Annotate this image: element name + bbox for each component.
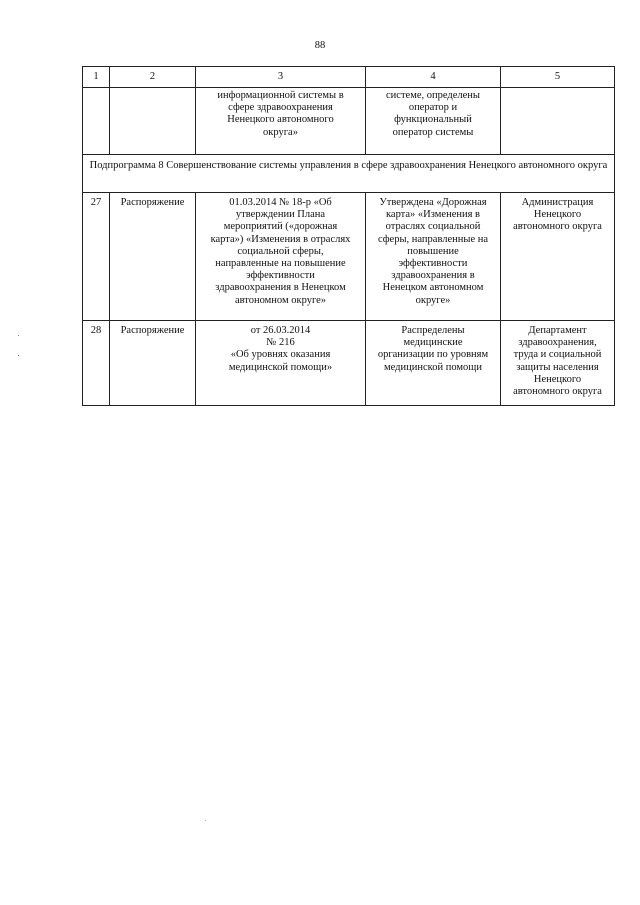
subprogram-row: [83, 155, 615, 193]
executor-cell: [501, 88, 615, 155]
row-number-cell: 28: [83, 321, 110, 406]
column-number-cell: 1: [83, 67, 110, 88]
page-number: 88: [314, 40, 326, 51]
margin-mark: [18, 335, 19, 336]
column-number-cell: 2: [110, 67, 196, 88]
document-table: [82, 66, 615, 406]
row-number-cell: 27: [83, 193, 110, 321]
continuation-row: [83, 88, 615, 155]
document-title-cell: информационной системы в сфере здравоохранения Ненецкого автономного округа»: [196, 88, 366, 155]
document-type-cell: Распоряжение: [110, 193, 196, 321]
row-number-cell: [83, 88, 110, 155]
executor-cell: Департамент здравоохранения, труда и социальной защиты населения Ненецкого автономного округа: [501, 321, 615, 406]
document-title-cell: от 26.03.2014 № 216 «Об уровнях оказания медицинской помощи»: [196, 321, 366, 406]
document-type-cell: Распоряжение: [110, 321, 196, 406]
scan-speck: [205, 820, 206, 821]
subprogram-title: Подпрограмма 8 Совершенствование системы управления в сфере здравоохранения Ненецкого автономного округа: [83, 155, 615, 193]
expected-result-cell: Утверждена «Дорожная карта» «Изменения в отраслях социальной сферы, направленные на повышение эффективности здравоохранения в Ненецком автономном округе»: [366, 193, 501, 321]
column-number-cell: 4: [366, 67, 501, 88]
table-row: [83, 321, 615, 406]
executor-cell: Администрация Ненецкого автономного округа: [501, 193, 615, 321]
margin-mark: [18, 355, 19, 356]
expected-result-cell: Распределены медицинские организации по уровням медицинской помощи: [366, 321, 501, 406]
column-number-row: [83, 67, 615, 88]
column-number-cell: 5: [501, 67, 615, 88]
table-row: [83, 193, 615, 321]
expected-result-cell: системе, определены оператор и функциональный оператор системы: [366, 88, 501, 155]
document-title-cell: 01.03.2014 № 18-р «Об утверждении Плана мероприятий («дорожная карта») «Изменения в отраслях социальной сферы, направленные на повышение эффективности здравоохранения в Ненецком автономном округе»: [196, 193, 366, 321]
document-type-cell: [110, 88, 196, 155]
column-number-cell: 3: [196, 67, 366, 88]
